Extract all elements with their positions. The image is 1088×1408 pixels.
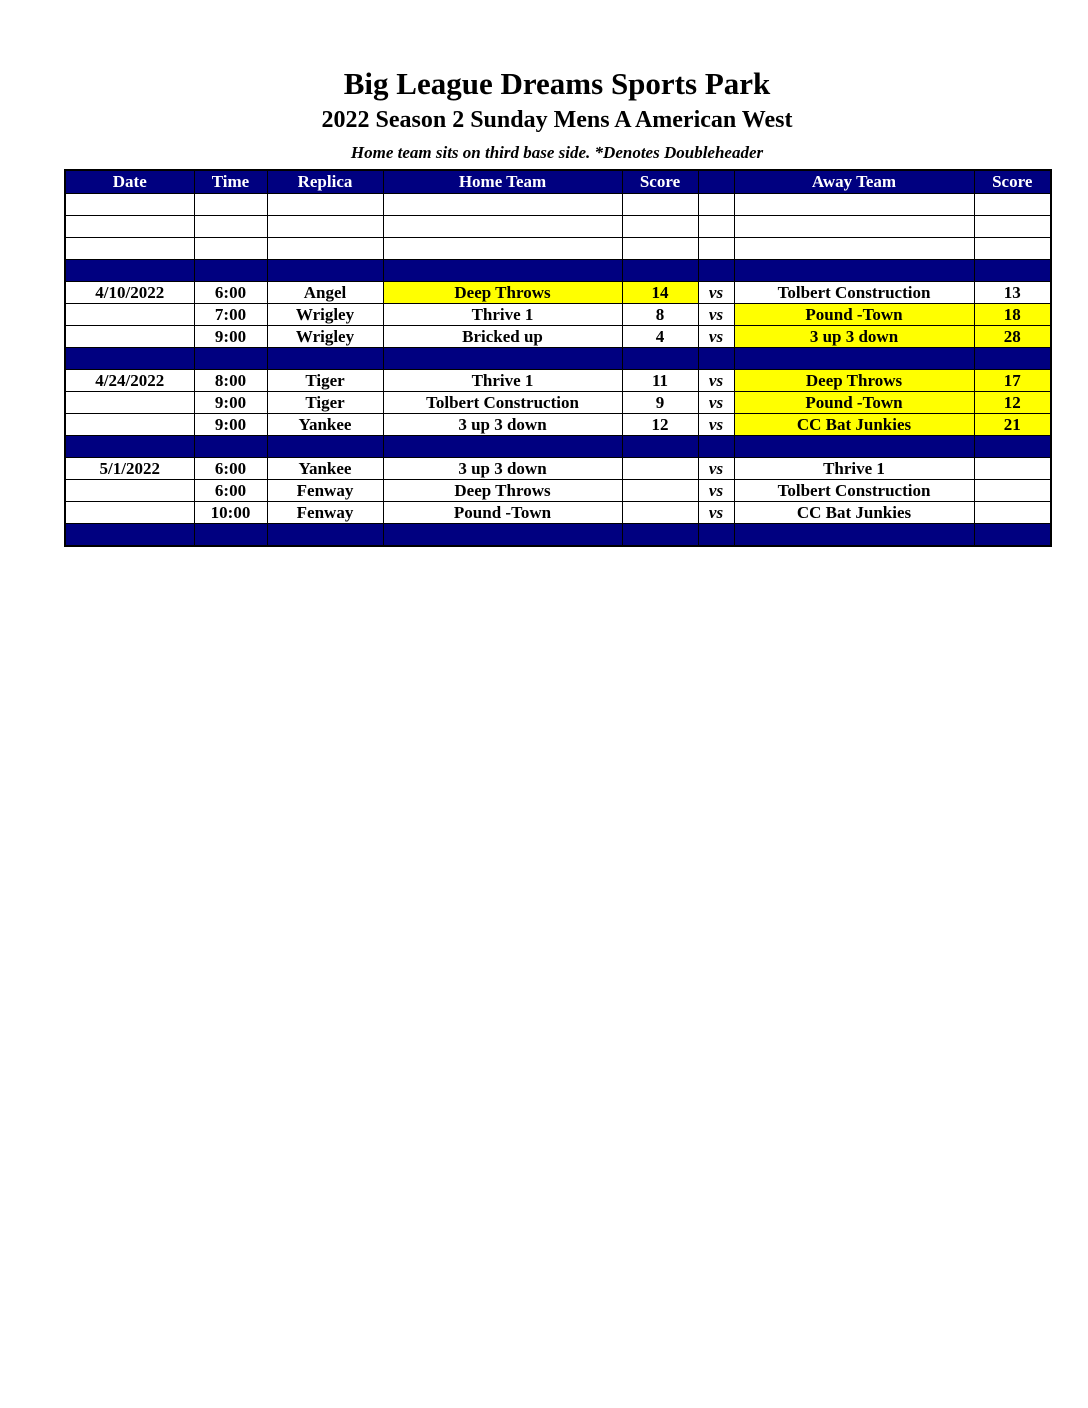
separator-cell	[383, 260, 622, 282]
separator-cell	[267, 260, 383, 282]
blank-cell	[974, 194, 1051, 216]
vs-cell: vs	[698, 326, 734, 348]
away-score-cell	[974, 458, 1051, 480]
game-row	[65, 414, 1051, 436]
replica-cell: Yankee	[267, 458, 383, 480]
home-team-cell: Tolbert Construction	[383, 392, 622, 414]
home-team-cell: Deep Throws	[383, 480, 622, 502]
date-cell	[65, 502, 194, 524]
vs-cell: vs	[698, 458, 734, 480]
separator-cell	[974, 436, 1051, 458]
replica-cell: Tiger	[267, 392, 383, 414]
away-score-cell	[974, 502, 1051, 524]
schedule-table	[64, 169, 1052, 547]
home-team-cell: Pound -Town	[383, 502, 622, 524]
blank-cell	[622, 216, 698, 238]
date-cell: 5/1/2022	[65, 458, 194, 480]
column-header-time: Time	[194, 170, 267, 194]
away-score-cell: 18	[974, 304, 1051, 326]
time-cell: 10:00	[194, 502, 267, 524]
time-cell: 8:00	[194, 370, 267, 392]
home-score-cell: 4	[622, 326, 698, 348]
away-team-cell: Pound -Town	[734, 392, 974, 414]
home-score-cell: 12	[622, 414, 698, 436]
separator-cell	[383, 524, 622, 547]
date-cell: 4/24/2022	[65, 370, 194, 392]
time-cell: 7:00	[194, 304, 267, 326]
column-header-vs	[698, 170, 734, 194]
home-score-cell	[622, 458, 698, 480]
blank-cell	[267, 238, 383, 260]
separator-cell	[698, 436, 734, 458]
separator-row	[65, 260, 1051, 282]
separator-cell	[194, 524, 267, 547]
vs-cell: vs	[698, 282, 734, 304]
replica-cell: Tiger	[267, 370, 383, 392]
date-cell	[65, 392, 194, 414]
vs-cell: vs	[698, 370, 734, 392]
blank-cell	[622, 238, 698, 260]
time-cell: 9:00	[194, 326, 267, 348]
game-row	[65, 282, 1051, 304]
separator-cell	[734, 260, 974, 282]
blank-cell	[974, 238, 1051, 260]
blank-cell	[734, 216, 974, 238]
column-header-replica: Replica	[267, 170, 383, 194]
away-score-cell: 28	[974, 326, 1051, 348]
away-team-cell: Deep Throws	[734, 370, 974, 392]
blank-cell	[734, 194, 974, 216]
date-cell	[65, 480, 194, 502]
separator-cell	[734, 436, 974, 458]
column-header-away-team: Away Team	[734, 170, 974, 194]
separator-cell	[974, 260, 1051, 282]
vs-cell: vs	[698, 304, 734, 326]
blank-cell	[65, 194, 194, 216]
blank-cell	[622, 194, 698, 216]
separator-cell	[622, 260, 698, 282]
blank-cell	[194, 194, 267, 216]
blank-cell	[698, 216, 734, 238]
separator-cell	[622, 348, 698, 370]
replica-cell: Fenway	[267, 480, 383, 502]
game-row	[65, 458, 1051, 480]
separator-cell	[65, 436, 194, 458]
away-score-cell: 21	[974, 414, 1051, 436]
blank-cell	[698, 194, 734, 216]
away-team-cell: 3 up 3 down	[734, 326, 974, 348]
page-title: Big League Dreams Sports Park	[343, 66, 771, 101]
home-score-cell	[622, 480, 698, 502]
column-header-date: Date	[65, 170, 194, 194]
date-cell	[65, 414, 194, 436]
column-header-home-score: Score	[622, 170, 698, 194]
replica-cell: Fenway	[267, 502, 383, 524]
column-header-home-team: Home Team	[383, 170, 622, 194]
home-team-cell: Bricked up	[383, 326, 622, 348]
blank-row	[65, 194, 1051, 216]
separator-cell	[698, 348, 734, 370]
blank-cell	[194, 216, 267, 238]
separator-cell	[383, 348, 622, 370]
time-cell: 9:00	[194, 414, 267, 436]
blank-row	[65, 238, 1051, 260]
vs-cell: vs	[698, 502, 734, 524]
separator-cell	[734, 348, 974, 370]
separator-cell	[267, 348, 383, 370]
separator-cell	[65, 524, 194, 547]
blank-cell	[194, 238, 267, 260]
away-score-cell: 12	[974, 392, 1051, 414]
separator-cell	[65, 348, 194, 370]
replica-cell: Wrigley	[267, 326, 383, 348]
schedule-body	[65, 194, 1051, 547]
date-cell: 4/10/2022	[65, 282, 194, 304]
column-header-away-score: Score	[974, 170, 1051, 194]
away-team-cell: Thrive 1	[734, 458, 974, 480]
home-team-cell: Deep Throws	[383, 282, 622, 304]
game-row	[65, 304, 1051, 326]
time-cell: 6:00	[194, 458, 267, 480]
game-row	[65, 392, 1051, 414]
separator-cell	[974, 524, 1051, 547]
schedule-note: Home team sits on third base side. *Denotes Doubleheader	[350, 143, 764, 162]
game-row	[65, 502, 1051, 524]
replica-cell: Yankee	[267, 414, 383, 436]
home-team-cell: 3 up 3 down	[383, 458, 622, 480]
game-row	[65, 370, 1051, 392]
separator-cell	[698, 260, 734, 282]
separator-cell	[734, 524, 974, 547]
separator-row	[65, 436, 1051, 458]
blank-cell	[734, 238, 974, 260]
separator-cell	[267, 436, 383, 458]
home-score-cell: 9	[622, 392, 698, 414]
separator-cell	[194, 436, 267, 458]
away-team-cell: Pound -Town	[734, 304, 974, 326]
separator-cell	[267, 524, 383, 547]
separator-cell	[194, 348, 267, 370]
home-score-cell	[622, 502, 698, 524]
blank-cell	[383, 194, 622, 216]
home-score-cell: 14	[622, 282, 698, 304]
away-team-cell: Tolbert Construction	[734, 480, 974, 502]
separator-cell	[194, 260, 267, 282]
blank-cell	[65, 216, 194, 238]
time-cell: 6:00	[194, 282, 267, 304]
time-cell: 9:00	[194, 392, 267, 414]
home-team-cell: Thrive 1	[383, 304, 622, 326]
time-cell: 6:00	[194, 480, 267, 502]
separator-cell	[698, 524, 734, 547]
separator-row	[65, 524, 1051, 547]
vs-cell: vs	[698, 414, 734, 436]
away-team-cell: CC Bat Junkies	[734, 414, 974, 436]
away-team-cell: CC Bat Junkies	[734, 502, 974, 524]
separator-cell	[622, 524, 698, 547]
away-score-cell	[974, 480, 1051, 502]
separator-cell	[622, 436, 698, 458]
away-team-cell: Tolbert Construction	[734, 282, 974, 304]
blank-cell	[267, 194, 383, 216]
blank-cell	[383, 238, 622, 260]
replica-cell: Angel	[267, 282, 383, 304]
home-team-cell: Thrive 1	[383, 370, 622, 392]
vs-cell: vs	[698, 392, 734, 414]
vs-cell: vs	[698, 480, 734, 502]
blank-cell	[65, 238, 194, 260]
blank-row	[65, 216, 1051, 238]
separator-cell	[974, 348, 1051, 370]
home-team-cell: 3 up 3 down	[383, 414, 622, 436]
separator-cell	[383, 436, 622, 458]
away-score-cell: 17	[974, 370, 1051, 392]
date-cell	[65, 326, 194, 348]
away-score-cell: 13	[974, 282, 1051, 304]
blank-cell	[698, 238, 734, 260]
blank-cell	[267, 216, 383, 238]
table-header-row	[65, 170, 1051, 194]
blank-cell	[974, 216, 1051, 238]
blank-cell	[383, 216, 622, 238]
game-row	[65, 326, 1051, 348]
separator-row	[65, 348, 1051, 370]
home-score-cell: 8	[622, 304, 698, 326]
home-score-cell: 11	[622, 370, 698, 392]
date-cell	[65, 304, 194, 326]
replica-cell: Wrigley	[267, 304, 383, 326]
page-subtitle: 2022 Season 2 Sunday Mens A American West	[321, 107, 793, 133]
game-row	[65, 480, 1051, 502]
separator-cell	[65, 260, 194, 282]
